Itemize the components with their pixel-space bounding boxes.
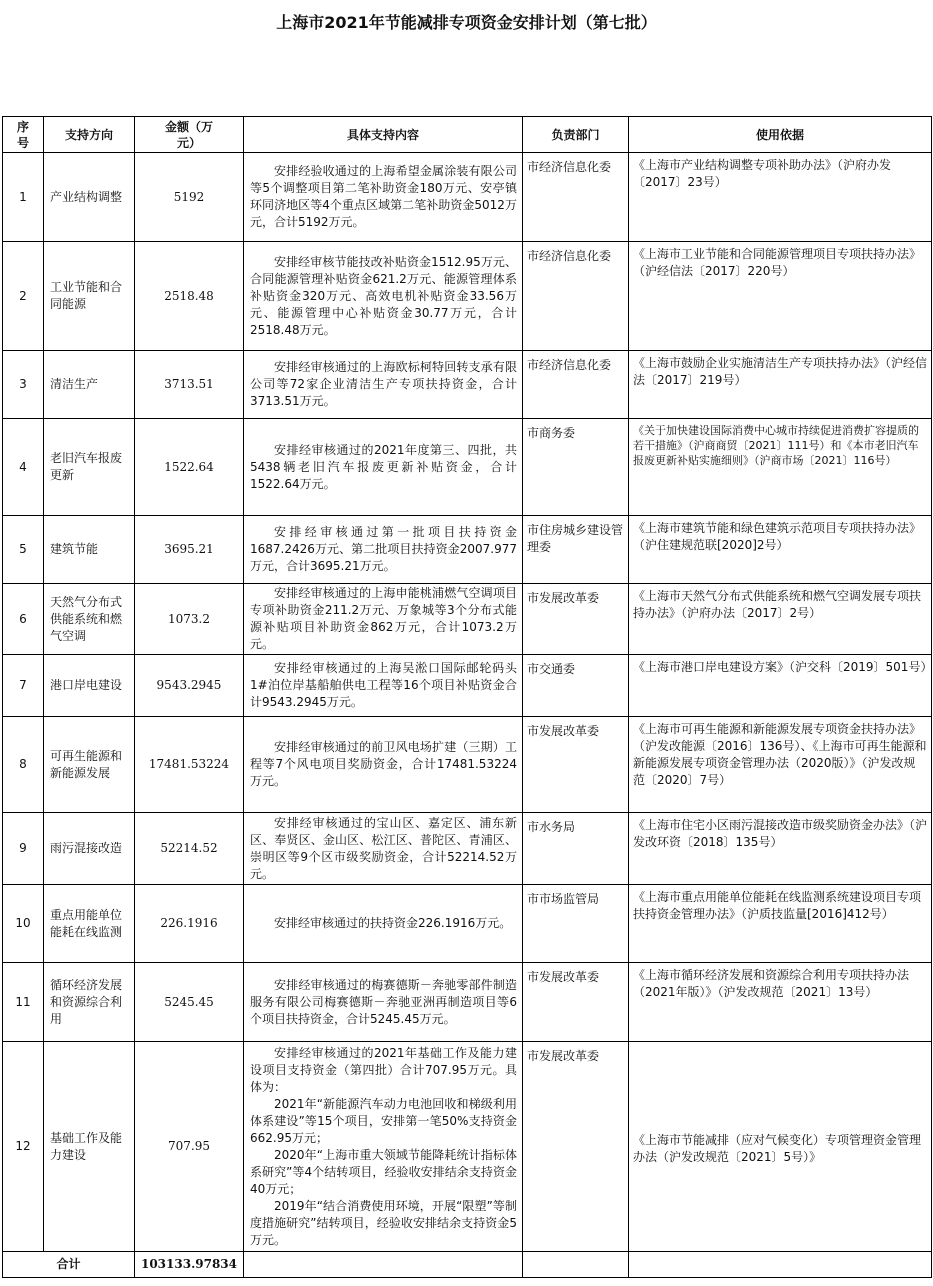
table-row: [3, 351, 932, 419]
content-paragraph: 安排经审核通过的宝山区、嘉定区、浦东新区、奉贤区、金山区、松江区、普陀区、青浦区、崇明区等9个区市级奖励资金，合计52214.52万元。: [250, 815, 517, 881]
row-number: 12: [3, 1042, 44, 1252]
header-row: [3, 117, 932, 153]
content-paragraph: 安排经审核通过第一批项目扶持资金1687.2426万元、第二批项目扶持资金2007.977万元，合计3695.21万元。: [250, 525, 517, 573]
content-paragraph: 安排经审核通过的上海欧标柯特回转支承有限公司等72家企业清洁生产专项扶持资金，合计3713.51万元。: [250, 360, 517, 408]
support-direction: 循环经济发展和资源综合利用: [44, 963, 135, 1042]
support-direction: 清洁生产: [44, 351, 135, 419]
support-direction: 港口岸电建设: [44, 655, 135, 717]
content-paragraph: 2021年“新能源汽车动力电池回收和梯级利用体系建设”等15个项目，安排第一笔50%支持资金662.95万元；: [250, 1096, 517, 1145]
responsible-dept: 市水务局: [523, 813, 629, 885]
support-direction: 基础工作及能力建设: [44, 1042, 135, 1252]
row-number: 7: [3, 655, 44, 717]
support-content: [244, 584, 523, 655]
total-empty-cell: [523, 1252, 629, 1278]
amount: 5192: [135, 153, 244, 242]
table-row: [3, 885, 932, 963]
usage-basis: 《上海市节能减排（应对气候变化）专项管理资金管理办法（沪发改规范〔2021〕5号）》: [629, 1042, 932, 1252]
content-paragraph: 安排经审核节能技改补贴资金1512.95万元、合同能源管理补贴资金621.2万元、能源管理体系补贴资金320万元、高效电机补贴资金33.56万元、能源管理中心补贴资金30.77万元，合计2518.48万元。: [250, 254, 517, 337]
responsible-dept: 市发展改革委: [523, 717, 629, 813]
content-paragraph: 2020年“上海市重大领域节能降耗统计指标体系研究”等4个结转项目，经验收安排结余支持资金40万元；: [250, 1147, 517, 1196]
usage-basis: 《上海市重点用能单位能耗在线监测系统建设项目专项扶持资金管理办法》（沪质技监量[2016]412号）: [629, 885, 932, 963]
responsible-dept: 市市场监管局: [523, 885, 629, 963]
amount: 9543.2945: [135, 655, 244, 717]
amount: 226.1916: [135, 885, 244, 963]
row-number: 5: [3, 516, 44, 584]
content-paragraph: 安排经审核通过的前卫风电场扩建（三期）工程等7个风电项目奖励资金，合计17481.53224万元。: [250, 740, 517, 788]
header-dept: 负责部门: [523, 117, 629, 153]
responsible-dept: 市经济信息化委: [523, 351, 629, 419]
support-content: [244, 351, 523, 419]
support-direction: 可再生能源和新能源发展: [44, 717, 135, 813]
responsible-dept: 市经济信息化委: [523, 242, 629, 351]
support-content: [244, 516, 523, 584]
support-direction: 雨污混接改造: [44, 813, 135, 885]
table-row: [3, 963, 932, 1042]
usage-basis: 《上海市产业结构调整专项补助办法》（沪府办发〔2017〕23号）: [629, 153, 932, 242]
amount: 707.95: [135, 1042, 244, 1252]
row-number: 6: [3, 584, 44, 655]
support-direction: 重点用能单位能耗在线监测: [44, 885, 135, 963]
content-paragraph: 安排经审核通过的扶持资金226.1916万元。: [274, 916, 512, 930]
usage-basis: 《上海市天然气分布式供能系统和燃气空调发展专项扶持办法》（沪府办法〔2017〕2号）: [629, 584, 932, 655]
support-content: [244, 153, 523, 242]
header-amount: 金额（万元）: [135, 117, 244, 153]
header-content: 具体支持内容: [244, 117, 523, 153]
responsible-dept: 市经济信息化委: [523, 153, 629, 242]
header-basis: 使用依据: [629, 117, 932, 153]
row-number: 11: [3, 963, 44, 1042]
total-label: 合计: [3, 1252, 135, 1278]
table-row: [3, 717, 932, 813]
row-number: 4: [3, 419, 44, 516]
support-direction: 建筑节能: [44, 516, 135, 584]
table-row: [3, 813, 932, 885]
usage-basis: 《上海市鼓励企业实施清洁生产专项扶持办法》（沪经信法〔2017〕219号）: [629, 351, 932, 419]
row-number: 2: [3, 242, 44, 351]
amount: 1522.64: [135, 419, 244, 516]
amount: 3695.21: [135, 516, 244, 584]
header-direction: 支持方向: [44, 117, 135, 153]
table-row: [3, 242, 932, 351]
content-paragraph: 安排经验收通过的上海希望金属涂装有限公司等5个调整项目第二笔补助资金180万元、安亭镇环同济地区等4个重点区域第二笔补助资金5012万元，合计5192万元。: [250, 164, 517, 229]
row-number: 8: [3, 717, 44, 813]
table-row: [3, 153, 932, 242]
responsible-dept: 市发展改革委: [523, 584, 629, 655]
total-amount: 103133.97834: [135, 1252, 244, 1278]
total-empty-cell: [629, 1252, 932, 1278]
support-content: [244, 963, 523, 1042]
support-content: [244, 419, 523, 516]
support-content: [244, 813, 523, 885]
usage-basis: 《上海市建筑节能和绿色建筑示范项目专项扶持办法》（沪住建规范联[2020]2号）: [629, 516, 932, 584]
support-content: [244, 242, 523, 351]
support-direction: 天然气分布式供能系统和燃气空调: [44, 584, 135, 655]
support-direction: 老旧汽车报废更新: [44, 419, 135, 516]
row-number: 3: [3, 351, 44, 419]
responsible-dept: 市住房城乡建设管理委: [523, 516, 629, 584]
table-row: [3, 419, 932, 516]
amount: 1073.2: [135, 584, 244, 655]
content-paragraph: 安排经审核通过的上海申能桃浦燃气空调项目专项补助资金211.2万元、万象城等3个分布式能源补贴项目补助资金862万元，合计1073.2万元。: [250, 586, 517, 651]
row-number: 10: [3, 885, 44, 963]
content-paragraph: 安排经审核通过的梅赛德斯－奔驰零部件制造服务有限公司梅赛德斯－奔驰亚洲再制造项目等6个项目扶持资金，合计5245.45万元。: [250, 977, 517, 1026]
amount: 5245.45: [135, 963, 244, 1042]
header-no: 序号: [3, 117, 44, 153]
table-body: [3, 153, 932, 1278]
table-row: [3, 655, 932, 717]
total-empty-cell: [244, 1252, 523, 1278]
responsible-dept: 市发展改革委: [523, 1042, 629, 1252]
usage-basis: 《上海市港口岸电建设方案》（沪交科〔2019〕501号）: [629, 655, 932, 717]
funding-table: [2, 116, 932, 1278]
usage-basis: 《上海市可再生能源和新能源发展专项资金扶持办法》（沪发改能源〔2016〕136号）、《上海市可再生能源和新能源发展专项资金管理办法（2020版）》（沪发改规范〔2020〕7号）: [629, 717, 932, 813]
content-paragraph: 安排经审核通过的上海吴淞口国际邮轮码头1#泊位岸基船舶供电工程等16个项目补贴资金合计9543.2945万元。: [250, 661, 517, 709]
support-direction: 产业结构调整: [44, 153, 135, 242]
content-paragraph: 2019年“结合消费使用环境，开展“限塑”等制度措施研究”结转项目，经验收安排结余支持资金5万元。: [250, 1198, 517, 1247]
table-row: [3, 516, 932, 584]
row-number: 9: [3, 813, 44, 885]
amount: 2518.48: [135, 242, 244, 351]
usage-basis: 《上海市工业节能和合同能源管理项目专项扶持办法》（沪经信法〔2017〕220号）: [629, 242, 932, 351]
content-paragraph: 安排经审核通过的2021年度第三、四批，共5438辆老旧汽车报废更新补贴资金，合计1522.64万元。: [250, 442, 517, 491]
content-paragraph: 安排经审核通过的2021年基础工作及能力建设项目支持资金（第四批）合计707.95万元。具体为：: [250, 1045, 517, 1094]
amount: 17481.53224: [135, 717, 244, 813]
support-content: [244, 717, 523, 813]
table-row: [3, 1042, 932, 1252]
total-row: [3, 1252, 932, 1278]
responsible-dept: 市商务委: [523, 419, 629, 516]
page-title: 上海市2021年节能减排专项资金安排计划（第七批）: [276, 13, 657, 32]
support-direction: 工业节能和合同能源: [44, 242, 135, 351]
support-content: [244, 1042, 523, 1252]
support-content: [244, 655, 523, 717]
usage-basis: 《上海市循环经济发展和资源综合利用专项扶持办法（2021年版）》（沪发改规范〔2021〕13号）: [629, 963, 932, 1042]
support-content: [244, 885, 523, 963]
usage-basis: 《上海市住宅小区雨污混接改造市级奖励资金办法》（沪发改环资〔2018〕135号）: [629, 813, 932, 885]
table-row: [3, 584, 932, 655]
usage-basis: 《关于加快建设国际消费中心城市持续促进消费扩容提质的若干措施》（沪商商贸〔2021〕111号）和《本市老旧汽车报废更新补贴实施细则》（沪商市场〔2021〕116号）: [629, 419, 932, 516]
responsible-dept: 市交通委: [523, 655, 629, 717]
amount: 52214.52: [135, 813, 244, 885]
amount: 3713.51: [135, 351, 244, 419]
responsible-dept: 市发展改革委: [523, 963, 629, 1042]
row-number: 1: [3, 153, 44, 242]
